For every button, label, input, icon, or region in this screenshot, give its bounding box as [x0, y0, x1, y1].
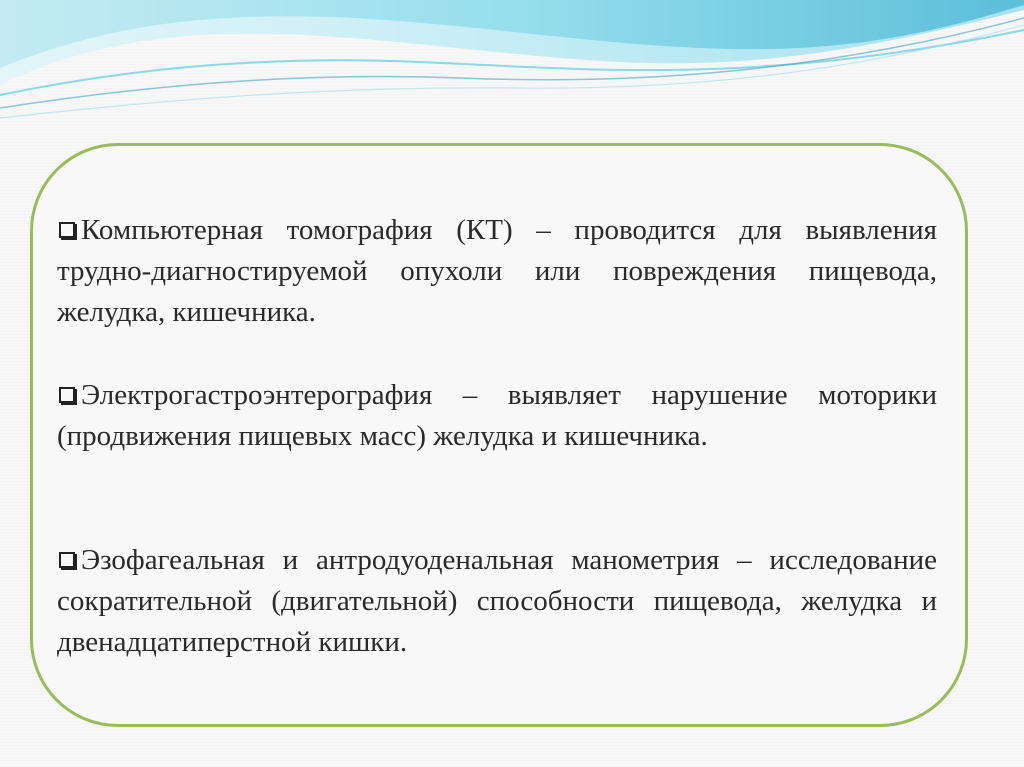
checkbox-bullet-icon: [59, 222, 75, 238]
paragraph-manometry-text: Эзофагеальная и антродуоденальная манометрия – исследование сократительной (двигательной) способности пищевода, желудка и двенадцатиперстной кишки.: [57, 544, 937, 658]
paragraph-ct-text: Компьютерная томография (КТ) – проводится для выявления трудно-диагностируемой опухоли или повреждения пищевода, желудка, кишечника.: [57, 214, 937, 328]
paragraph-ct: [57, 210, 937, 333]
checkbox-bullet-icon: [59, 387, 75, 403]
paragraph-egeg-text: Электрогастроэнтерография – выявляет нарушение моторики (продвижения пищевых масс) желудка и кишечника.: [57, 379, 937, 452]
checkbox-bullet-icon: [59, 552, 75, 568]
paragraph-manometry: [57, 540, 937, 663]
wave-header-decoration: [0, 0, 1024, 130]
paragraph-egeg: [57, 375, 937, 457]
